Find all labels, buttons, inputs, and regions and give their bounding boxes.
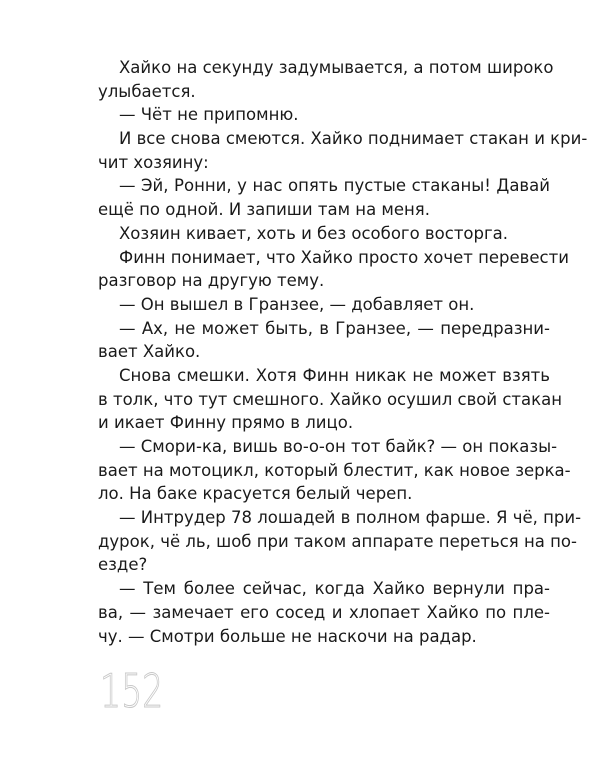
text-line: Снова смешки. Хотя Финн никак не может взять bbox=[119, 365, 550, 385]
paragraph bbox=[98, 174, 550, 221]
page-number: 152 bbox=[100, 664, 164, 718]
text-line: — Ах, не может быть, в Гранзее, — передразни- bbox=[119, 318, 550, 338]
text-line: — Интрудер 78 лошадей в полном фарше. Я чё, при- bbox=[119, 508, 582, 528]
text-line: вает Хайко. bbox=[98, 342, 201, 362]
paragraph bbox=[98, 317, 550, 364]
paragraph bbox=[98, 506, 582, 577]
paragraph bbox=[98, 577, 550, 648]
paragraph bbox=[98, 222, 550, 246]
text-line: ло. На баке красуется белый череп. bbox=[98, 484, 413, 504]
body-text bbox=[98, 56, 588, 648]
text-line: вает на мотоцикл, который блестит, как новое зерка- bbox=[98, 460, 571, 480]
text-line: разговор на другую тему. bbox=[98, 271, 325, 291]
text-line: в толк, что тут смешного. Хайко осушил свой стакан bbox=[98, 389, 563, 409]
text-line: и икает Финну прямо в лицо. bbox=[98, 413, 354, 433]
text-line: чу. — Смотри больше не наскочи на радар. bbox=[98, 626, 477, 646]
paragraph bbox=[98, 56, 554, 103]
text-line: — Смори-ка, вишь во-о-он тот байк? — он показы- bbox=[119, 437, 558, 456]
paragraph bbox=[98, 435, 571, 506]
text-line: ва, — замечает его сосед и хлопает Хайко по пле- bbox=[98, 602, 550, 622]
text-line: — Эй, Ронни, у нас опять пустые стаканы! Давай bbox=[119, 176, 550, 196]
text-line: ещё по одной. И запиши там на меня. bbox=[98, 200, 430, 220]
paragraph bbox=[98, 127, 588, 174]
paragraph bbox=[98, 103, 550, 127]
text-line: дурок, чё ль, шоб при таком аппарате переться на по- bbox=[98, 531, 577, 551]
text-line: — Тем более сейчас, когда Хайко вернули пра- bbox=[119, 579, 550, 599]
text-line: чит хозяину: bbox=[98, 152, 209, 172]
text-line: улыбается. bbox=[98, 81, 196, 101]
text-line: — Чёт не припомню. bbox=[119, 105, 299, 125]
text-line: — Он вышел в Гранзее, — добавляет он. bbox=[119, 294, 475, 314]
paragraph bbox=[98, 246, 569, 293]
text-line: И все снова смеются. Хайко поднимает стакан и кри- bbox=[119, 129, 588, 149]
text-line: Хайко на секунду задумывается, а потом широко bbox=[119, 58, 554, 77]
text-line: Финн понимает, что Хайко просто хочет перевести bbox=[119, 247, 569, 267]
paragraph bbox=[98, 293, 550, 317]
text-line: Хозяин кивает, хоть и без особого восторга. bbox=[119, 223, 509, 243]
paragraph bbox=[98, 364, 563, 435]
text-line: езде? bbox=[98, 555, 148, 575]
